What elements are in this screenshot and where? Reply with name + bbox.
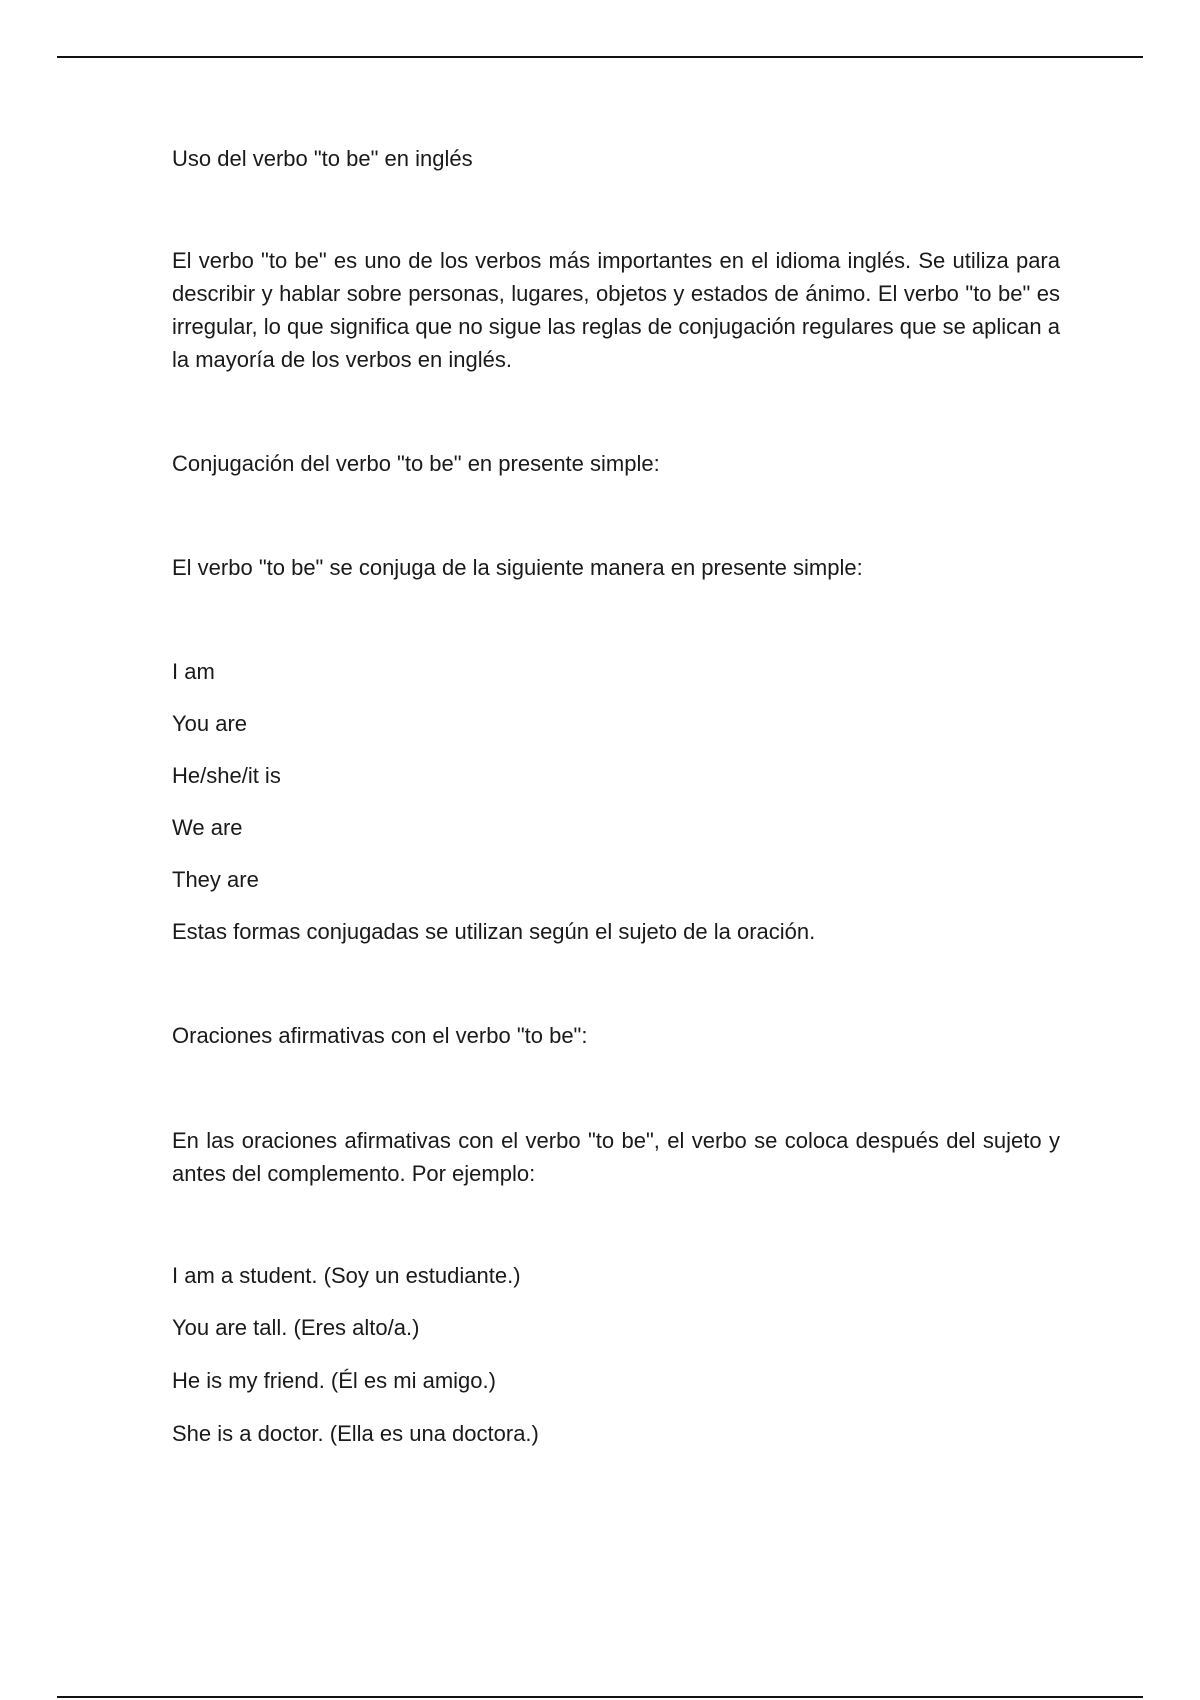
intro-paragraph: El verbo "to be" es uno de los verbos más importantes en el idioma inglés. Se utiliza para describir y hablar sobre personas, lugares, objetos y estados de ánimo. El verbo "to be" es irregular, lo que significa que no sigue las reglas de conjugación regulares que se aplican a la mayoría de los verbos en inglés. — [172, 248, 1060, 372]
example-item: He is my friend. (Él es mi amigo.) — [172, 1368, 496, 1393]
conjugation-intro: El verbo "to be" se conjuga de la siguiente manera en presente simple: — [172, 555, 863, 580]
affirmative-intro: En las oraciones afirmativas con el verbo "to be", el verbo se coloca después del sujeto y antes del complemento. Por ejemplo: — [172, 1128, 1060, 1186]
conjugation-item: I am — [172, 659, 215, 684]
example-item: I am a student. (Soy un estudiante.) — [172, 1263, 521, 1288]
conjugation-note: Estas formas conjugadas se utilizan según el sujeto de la oración. — [172, 919, 816, 944]
conjugation-item: We are — [172, 815, 243, 840]
conjugation-item: You are — [172, 711, 248, 736]
conjugation-heading: Conjugación del verbo "to be" en presente simple: — [172, 451, 660, 476]
conjugation-item: He/she/it is — [172, 763, 281, 788]
header-rule — [57, 56, 1143, 58]
example-item: You are tall. (Eres alto/a.) — [172, 1315, 420, 1340]
document-title: Uso del verbo "to be" en inglés — [172, 146, 473, 171]
affirmative-heading: Oraciones afirmativas con el verbo "to be": — [172, 1023, 588, 1048]
footer-rule — [57, 1696, 1143, 1698]
conjugation-item: They are — [172, 867, 259, 892]
example-item: She is a doctor. (Ella es una doctora.) — [172, 1421, 539, 1446]
